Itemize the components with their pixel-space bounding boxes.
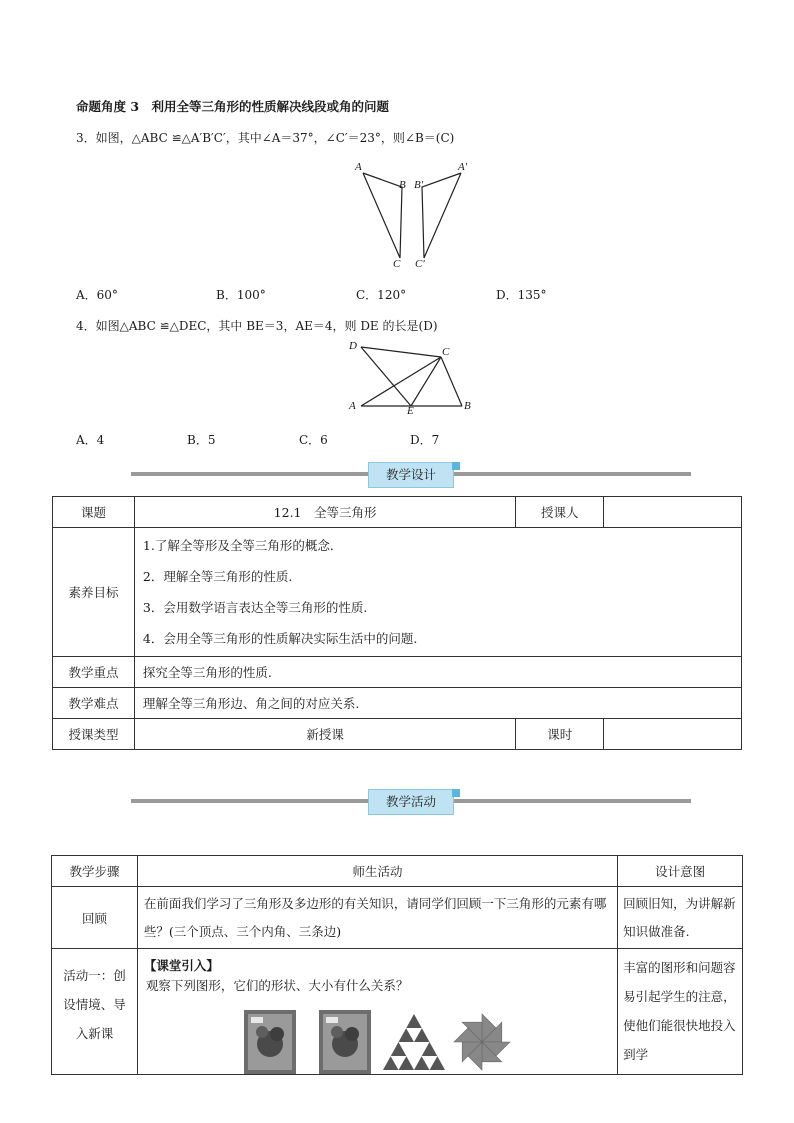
row-activity1-activity (137, 949, 617, 1075)
banner-teaching-design: 教学设计 (368, 462, 454, 488)
triangle-abc-prime (422, 173, 461, 258)
goal-item: 3．会用数学语言表达全等三角形的性质. (142, 600, 368, 615)
stamp-image-1 (244, 1010, 296, 1074)
goal-item: 2．理解全等三角形的性质. (142, 569, 293, 584)
label-C: C (393, 258, 401, 270)
label-B: B (399, 179, 406, 191)
sierpinski-triangle-image (381, 1012, 447, 1072)
row-activity1-step: 活动一：创设情境、导入新课 (52, 949, 138, 1075)
q4-option-a: A．4 (76, 433, 105, 447)
teacher-value (604, 497, 742, 528)
row-review-intent: 回顾旧知，为讲解新知识做准备. (618, 887, 743, 949)
activity-title: 【课堂引入】 (143, 958, 219, 973)
banner-teaching-activity: 教学活动 (368, 789, 454, 815)
goal-item: 4．会用全等三角形的性质解决实际生活中的问题. (142, 631, 418, 646)
question-4-stem: 4．如图△ABC ≌△DEC，其中 BE＝3，AE＝4，则 DE 的长是(D) (76, 319, 438, 333)
label-D: D (349, 340, 357, 352)
difficulty-label: 教学难点 (53, 688, 135, 719)
q3-option-b: B．100° (216, 288, 266, 302)
q3-option-a: A．60° (76, 288, 118, 302)
pinwheel-image (452, 1012, 512, 1072)
label-A-prime: A′ (458, 161, 468, 173)
course-label: 课题 (53, 497, 135, 528)
label-C: C (442, 346, 450, 358)
q4-option-c: C．6 (299, 433, 328, 447)
goals-cell (134, 528, 741, 657)
label-E: E (407, 405, 414, 417)
teaching-design-table (52, 496, 742, 750)
type-label: 授课类型 (53, 719, 135, 750)
section-heading: 命题角度 3 利用全等三角形的性质解决线段或角的问题 (76, 99, 390, 114)
focus-label: 教学重点 (53, 657, 135, 688)
focus-value: 探究全等三角形的性质. (134, 657, 741, 688)
label-C-prime: C′ (415, 258, 425, 270)
label-B: B (464, 400, 471, 412)
q4-option-b: B．5 (187, 433, 216, 447)
hours-value (604, 719, 742, 750)
triangle-abc (363, 173, 402, 258)
activity-text: 观察下列图形，它们的形状、大小有什么关系？ (145, 978, 409, 993)
stamp-image-2 (319, 1010, 371, 1074)
banner-corner (452, 789, 460, 797)
hours-label: 课时 (516, 719, 604, 750)
activity-image-area (144, 997, 609, 1067)
q3-option-d: D．135° (496, 288, 547, 302)
course-value: 12.1 全等三角形 (134, 497, 515, 528)
row-review-activity: 在前面我们学习了三角形及多边形的有关知识，请同学们回顾一下三角形的元素有哪些？(三个顶点、三个内角、三条边) (137, 887, 617, 949)
label-B-prime: B′ (414, 179, 424, 191)
header-activity: 师生活动 (137, 856, 617, 887)
header-intent: 设计意图 (618, 856, 743, 887)
header-step: 教学步骤 (52, 856, 138, 887)
row-review-step: 回顾 (52, 887, 138, 949)
difficulty-value: 理解全等三角形边、角之间的对应关系. (134, 688, 741, 719)
question-3-stem: 3．如图，△ABC ≌△A′B′C′，其中∠A＝37°，∠C′＝23°，则∠B＝(C) (76, 131, 455, 145)
q3-option-c: C．120° (356, 288, 407, 302)
type-value: 新授课 (134, 719, 515, 750)
q4-option-d: D．7 (410, 433, 440, 447)
label-A: A (355, 161, 362, 173)
goal-item: 1.了解全等形及全等三角形的概念． (142, 538, 343, 553)
goals-label: 素养目标 (53, 528, 135, 657)
label-A: A (349, 400, 356, 412)
teacher-label: 授课人 (516, 497, 604, 528)
row-activity1-intent: 丰富的图形和问题容易引起学生的注意，使他们能很快地投入到学 (618, 949, 743, 1075)
banner-corner (452, 462, 460, 470)
